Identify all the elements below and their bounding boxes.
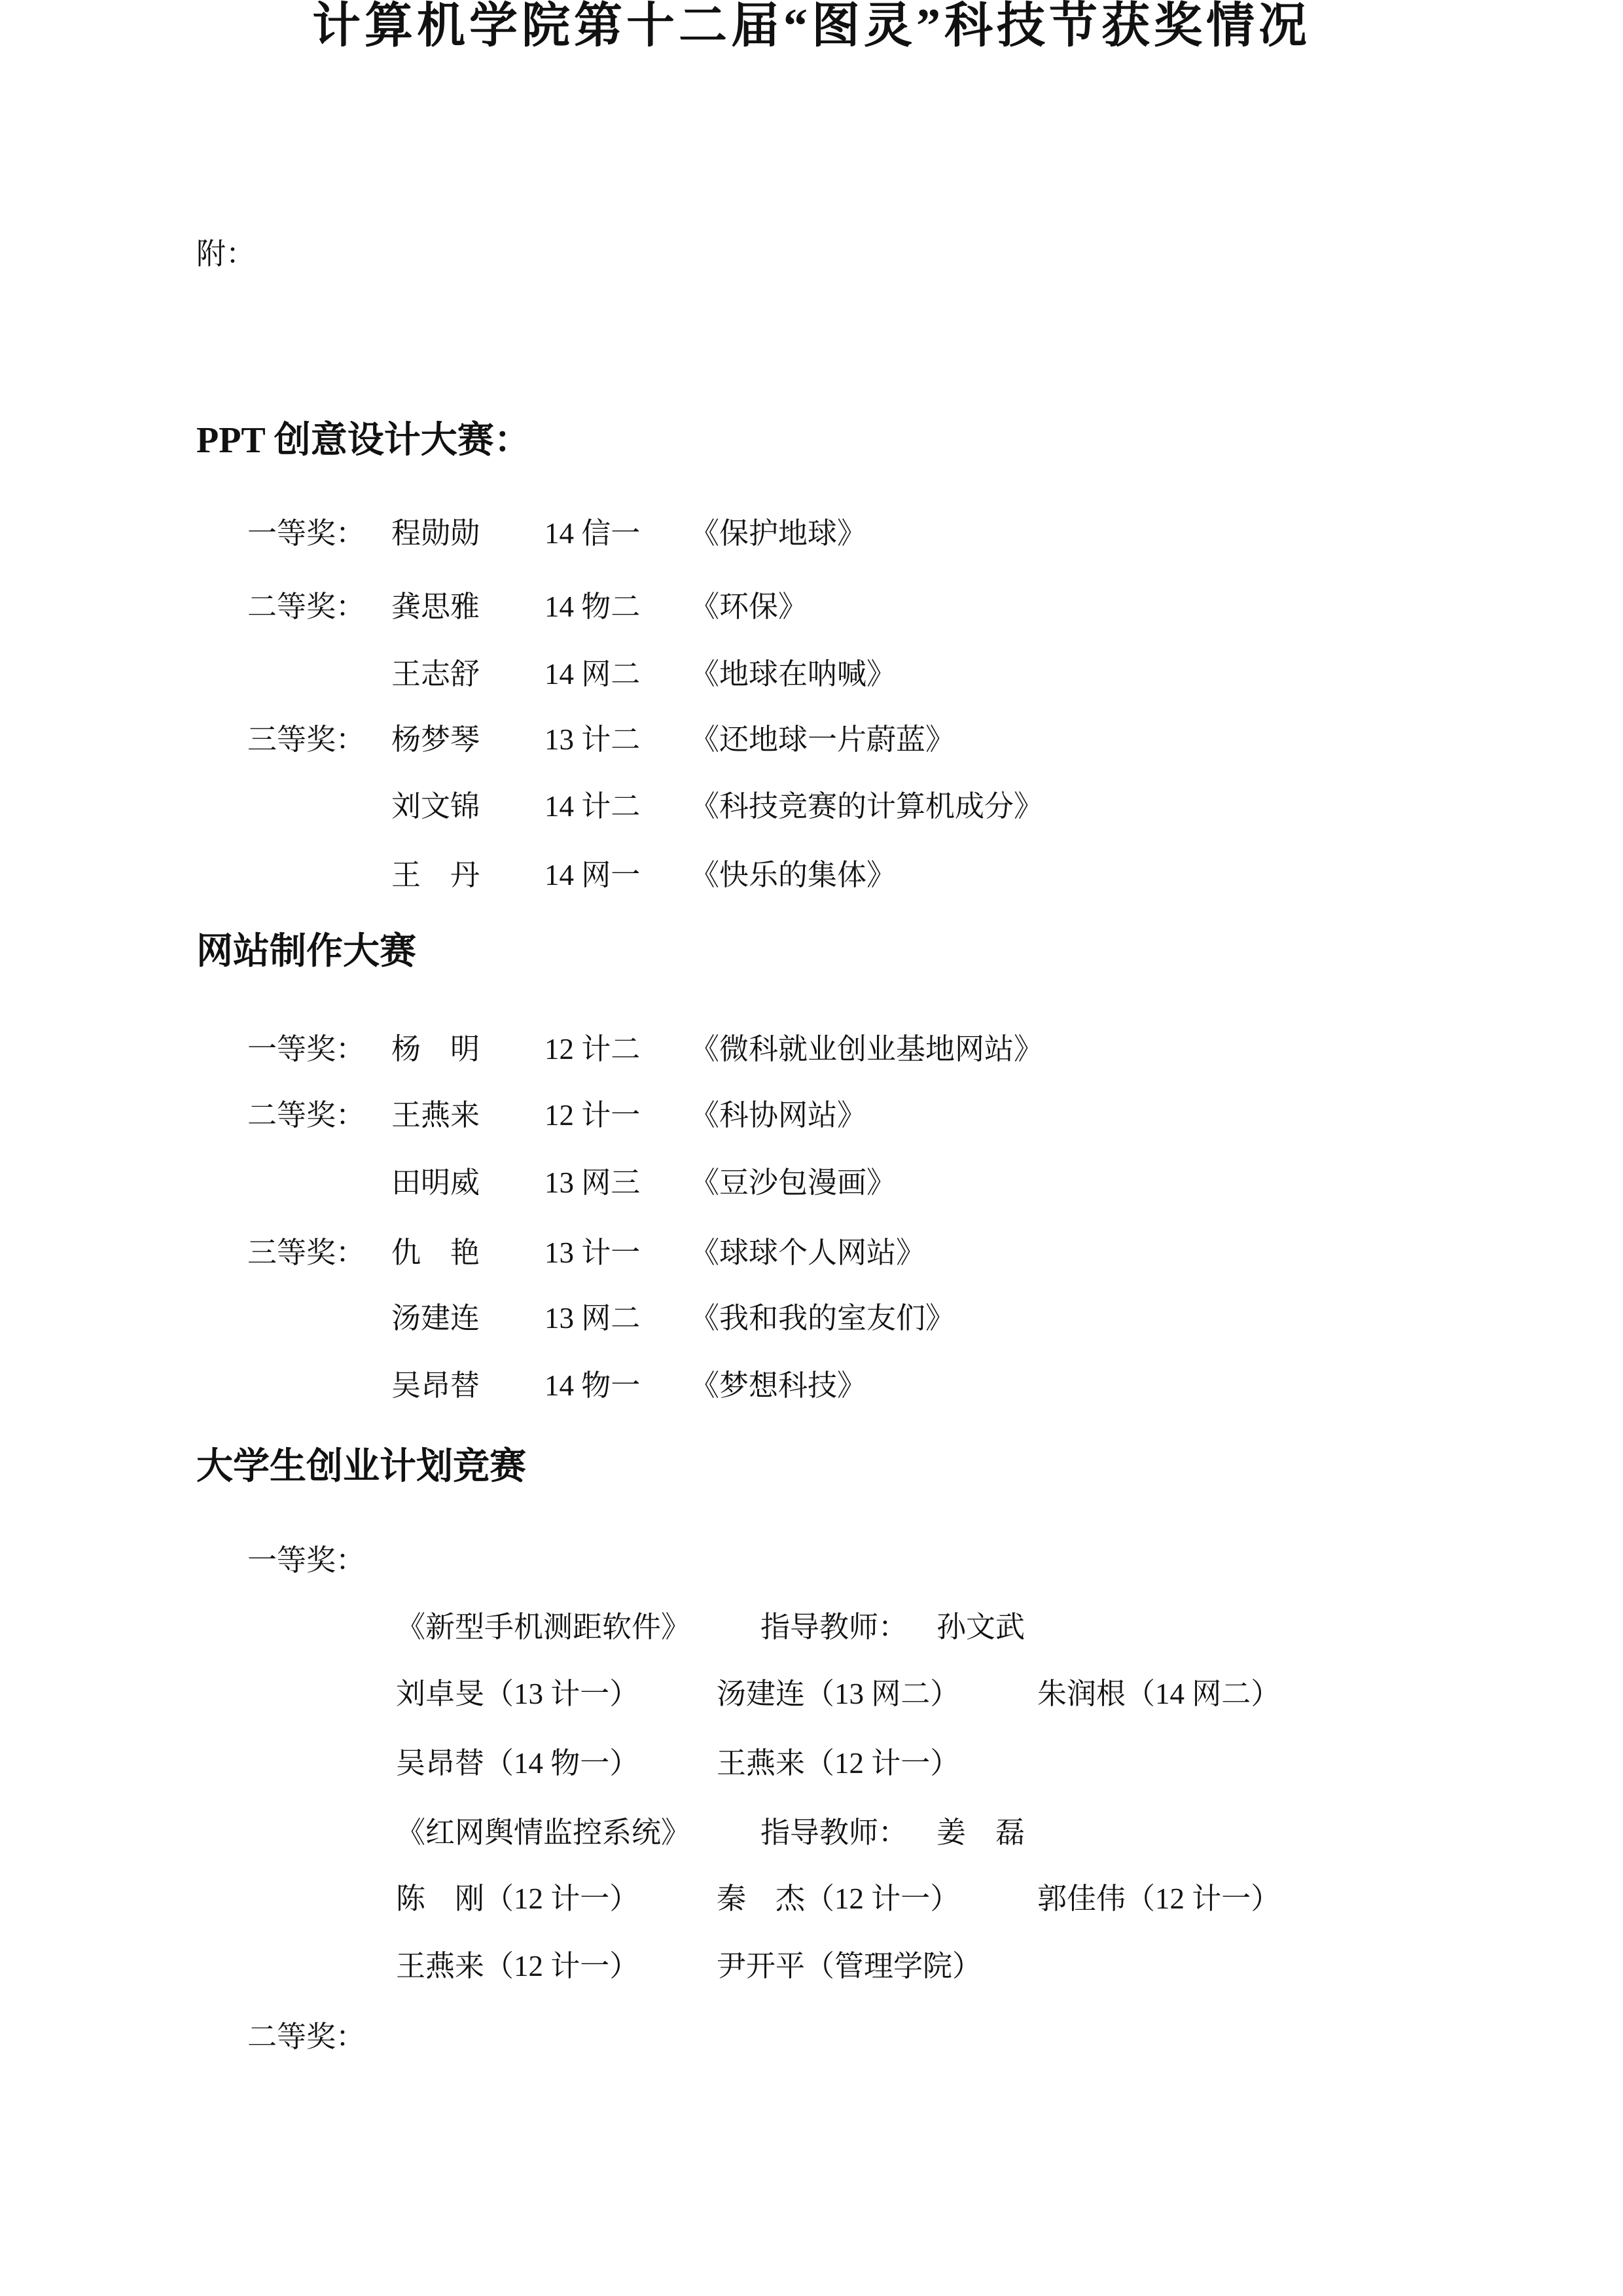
winner-class: 14 计二 bbox=[544, 790, 641, 823]
award-row bbox=[0, 1098, 1623, 1132]
award-row bbox=[0, 2020, 1623, 2054]
section-heading-website-contest: 网站制作大赛 bbox=[196, 931, 416, 972]
award-row bbox=[0, 858, 1623, 892]
award-row bbox=[0, 1301, 1623, 1335]
member-name: 郭佳伟（12 计一） bbox=[1037, 1882, 1281, 1915]
winner-class: 13 网三 bbox=[544, 1166, 641, 1199]
advisor-label: 指导教师： bbox=[760, 1816, 908, 1849]
winner-name: 王志舒 bbox=[391, 658, 480, 691]
project-row bbox=[0, 1610, 1623, 1644]
award-row bbox=[0, 1032, 1623, 1066]
work-title: 《保护地球》 bbox=[690, 517, 867, 550]
attachment-label: 附： bbox=[196, 238, 256, 270]
award-label: 三等奖： bbox=[247, 723, 366, 756]
advisor-label: 指导教师： bbox=[760, 1611, 908, 1643]
winner-name: 王燕来 bbox=[391, 1099, 480, 1132]
award-row bbox=[0, 723, 1623, 757]
member-name: 汤建连（13 网二） bbox=[717, 1677, 960, 1710]
member-name: 朱润根（14 网二） bbox=[1037, 1677, 1281, 1710]
section-heading-startup-contest: 大学生创业计划竞赛 bbox=[196, 1446, 526, 1487]
winner-class: 12 计一 bbox=[544, 1099, 641, 1132]
winner-class: 13 计二 bbox=[544, 723, 641, 756]
award-label: 三等奖： bbox=[247, 1236, 366, 1269]
work-title: 《快乐的集体》 bbox=[690, 859, 897, 891]
work-title: 《梦想科技》 bbox=[690, 1369, 867, 1402]
member-name: 秦 杰（12 计一） bbox=[717, 1882, 960, 1915]
winner-name: 汤建连 bbox=[391, 1302, 480, 1335]
winner-name: 杨梦琴 bbox=[391, 723, 480, 756]
work-title: 《科协网站》 bbox=[690, 1099, 867, 1132]
work-title: 《还地球一片蔚蓝》 bbox=[690, 723, 955, 756]
award-label: 二等奖： bbox=[247, 590, 366, 623]
award-row bbox=[0, 590, 1623, 624]
work-title: 《环保》 bbox=[690, 590, 808, 623]
member-name: 王燕来（12 计一） bbox=[396, 1950, 639, 1982]
award-label: 一等奖： bbox=[247, 1544, 366, 1577]
work-title: 《红网舆情监控系统》 bbox=[396, 1816, 691, 1849]
member-name: 王燕来（12 计一） bbox=[717, 1747, 960, 1780]
award-row bbox=[0, 1166, 1623, 1200]
member-row bbox=[0, 1677, 1623, 1711]
section-heading-ppt-contest: PPT 创意设计大赛： bbox=[196, 420, 531, 461]
award-label: 二等奖： bbox=[247, 1099, 366, 1132]
winner-name: 田明威 bbox=[391, 1166, 480, 1199]
award-row bbox=[0, 516, 1623, 550]
work-title: 《科技竞赛的计算机成分》 bbox=[690, 790, 1044, 823]
award-row bbox=[0, 1543, 1623, 1577]
member-name: 吴昂替（14 物一） bbox=[396, 1747, 639, 1780]
winner-name: 杨 明 bbox=[391, 1033, 480, 1066]
advisor-name: 孙文武 bbox=[936, 1611, 1026, 1643]
award-row bbox=[0, 789, 1623, 823]
winner-name: 龚思雅 bbox=[391, 590, 480, 623]
member-row bbox=[0, 1746, 1623, 1780]
work-title: 《新型手机测距软件》 bbox=[396, 1611, 691, 1643]
document-title: 计算机学院第十二届“图灵”科技节获奖情况 bbox=[312, 0, 1311, 53]
work-title: 《豆沙包漫画》 bbox=[690, 1166, 897, 1199]
winner-class: 12 计二 bbox=[544, 1033, 641, 1066]
work-title: 《我和我的室友们》 bbox=[690, 1302, 955, 1335]
winner-class: 14 网二 bbox=[544, 658, 641, 691]
award-label: 一等奖： bbox=[247, 1033, 366, 1066]
award-label: 二等奖： bbox=[247, 2020, 366, 2053]
winner-name: 吴昂替 bbox=[391, 1369, 480, 1402]
winner-name: 仇 艳 bbox=[391, 1236, 480, 1269]
winner-class: 14 网一 bbox=[544, 859, 641, 891]
winner-name: 王 丹 bbox=[391, 859, 480, 891]
award-row bbox=[0, 1369, 1623, 1403]
winner-name: 程勋勋 bbox=[391, 517, 480, 550]
winner-class: 14 信一 bbox=[544, 517, 641, 550]
winner-class: 13 网二 bbox=[544, 1302, 641, 1335]
work-title: 《地球在呐喊》 bbox=[690, 658, 897, 691]
member-row bbox=[0, 1949, 1623, 1983]
member-name: 陈 刚（12 计一） bbox=[396, 1882, 639, 1915]
work-title: 《微科就业创业基地网站》 bbox=[690, 1033, 1044, 1066]
advisor-name: 姜 磊 bbox=[936, 1816, 1026, 1849]
work-title: 《球球个人网站》 bbox=[690, 1236, 926, 1269]
winner-name: 刘文锦 bbox=[391, 790, 480, 823]
award-row bbox=[0, 1236, 1623, 1270]
winner-class: 14 物二 bbox=[544, 590, 641, 623]
member-name: 刘卓旻（13 计一） bbox=[396, 1677, 639, 1710]
award-row bbox=[0, 657, 1623, 691]
award-label: 一等奖： bbox=[247, 517, 366, 550]
member-name: 尹开平（管理学院） bbox=[717, 1950, 982, 1982]
winner-class: 14 物一 bbox=[544, 1369, 641, 1402]
project-row bbox=[0, 1816, 1623, 1850]
winner-class: 13 计一 bbox=[544, 1236, 641, 1269]
member-row bbox=[0, 1882, 1623, 1916]
